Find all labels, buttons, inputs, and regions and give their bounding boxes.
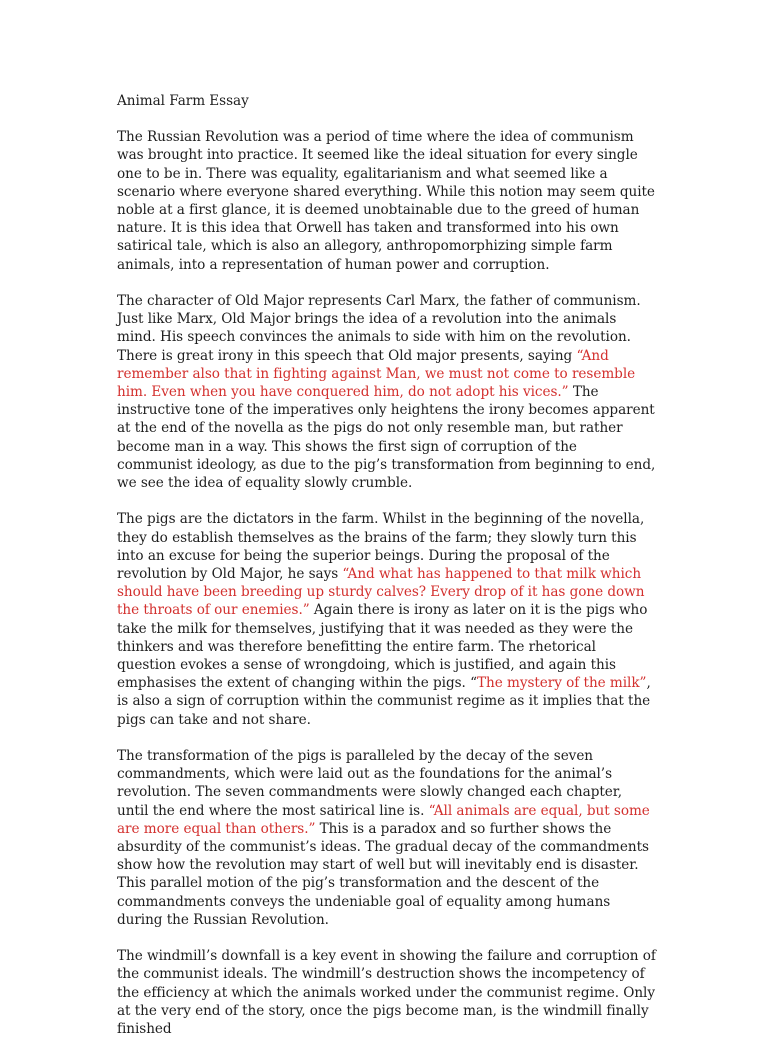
essay-paragraph (117, 292, 656, 492)
paragraph-text: This is a paradox and so further shows the absurdity of the communist’s ideas. The gradual decay of the commandments show how the revolution may start of well but will inevitably end is disaster. This parallel motion of the pig’s transformation and the descent of the commandments conveys the undeniable goal of equality among humans during the Russian Revolution. (117, 820, 649, 928)
paragraph-text: The character of Old Major represents Carl Marx, the father of communism. Just like Marx, Old Major brings the idea of a revolution into the animals mind. His speech convinces the animals to side with him on the revolution. There is great irony in this speech that Old major presents, saying (117, 293, 641, 364)
quoted-text: “And what has happened to that milk which should have been breeding up sturdy calves? Every drop of it has gone down the throats of our enemies.” (117, 566, 645, 619)
essay-paragraph (117, 747, 656, 929)
paragraph-text: The Russian Revolution was a period of time where the idea of communism was brought into practice. It seemed like the ideal situation for every single one to be in. There was equality, egalitarianism and what seemed like a scenario where everyone shared everything. While this notion may seem quite noble at a first glance, it is deemed unobtainable due to the greed of human nature. It is this idea that Orwell has taken and transformed into his own satirical tale, which is also an allegory, anthropomorphizing simple farm animals, into a representation of human power and corruption. (117, 129, 655, 273)
paragraph-text: The instructive tone of the imperatives only heightens the irony becomes apparent at the end of the novella as the pigs do not only resemble man, but rather become man in a way. This shows the first sign of corruption of the communist ideology, as due to the pig’s transformation from beginning to end, we see the idea of equality slowly crumble. (117, 384, 656, 492)
quoted-text: The mystery of the milk” (477, 675, 647, 692)
paragraph-text: The windmill’s downfall is a key event in showing the failure and corruption of the communist ideals. The windmill’s destruction shows the incompetency of the efficiency at which the animals worked under the communist regime. Only at the very end of the story, once the pigs become man, is the windmill finally finished (117, 948, 656, 1038)
essay-paragraph (117, 947, 656, 1038)
quoted-text: “All animals are equal, but some are more equal than others.” (117, 802, 650, 837)
essay-paragraph (117, 510, 656, 728)
essay-title: Animal Farm Essay (117, 93, 249, 109)
essay-paragraph (117, 128, 656, 274)
paragraph-text: The pigs are the dictators in the farm. Whilst in the beginning of the novella, they do establish themselves as the brains of the farm; they slowly turn this into an excuse for being the superior beings. During the proposal of the revolution by Old Major, he says (117, 511, 645, 583)
paragraph-text: The transformation of the pigs is paralleled by the decay of the seven commandments, which were laid out as the foundations for the animal’s revolution. The seven commandments were slowly changed each chapter, until the end where the most satirical line is. (117, 748, 622, 819)
paragraph-text: , is also a sign of corruption within the communist regime as it implies that the pigs can take and not share. (117, 675, 651, 728)
quoted-text: “And remember also that in fighting against Man, we must not come to resemble him. Even when you have conquered him, do not adopt his vices.” (117, 347, 636, 401)
paragraph-text: Again there is irony as later on it is the pigs who take the milk for themselves, justifying that it was needed as they were the thinkers and was therefore benefitting the entire farm. The rhetorical question evokes a sense of wrongdoing, which is justified, and again this emphasises the extent of changing within the pigs. “ (117, 602, 648, 692)
essay-body (117, 128, 656, 1038)
